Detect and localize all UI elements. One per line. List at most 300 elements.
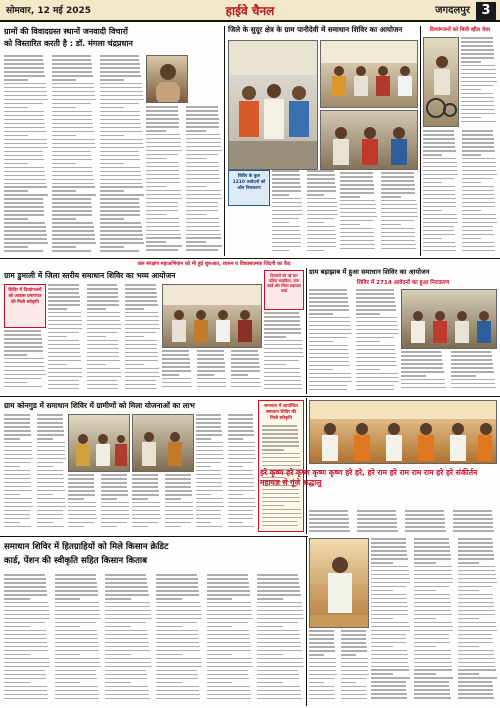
text-line xyxy=(105,686,148,688)
text-line xyxy=(101,526,117,528)
text-line xyxy=(228,506,256,508)
text-line xyxy=(100,115,140,117)
text-line xyxy=(87,356,120,358)
text-line xyxy=(458,566,495,568)
text-line xyxy=(105,618,151,620)
text-line xyxy=(257,614,303,616)
text-line xyxy=(4,135,28,137)
text-line xyxy=(371,626,410,628)
text-line xyxy=(264,376,301,378)
text-line xyxy=(105,582,147,584)
text-line xyxy=(52,71,92,73)
text-line xyxy=(458,602,494,604)
text-line xyxy=(414,538,449,540)
text-line xyxy=(68,502,96,504)
text-line xyxy=(414,689,449,691)
text-line xyxy=(309,309,349,311)
text-line xyxy=(68,526,84,528)
text-line xyxy=(4,510,30,512)
text-line xyxy=(228,438,243,440)
text-line xyxy=(4,194,48,196)
text-line xyxy=(423,226,454,228)
text-line xyxy=(52,175,93,177)
text-line xyxy=(186,126,219,128)
text-line xyxy=(4,458,33,460)
text-line xyxy=(87,340,118,342)
text-line xyxy=(451,355,492,357)
text-line xyxy=(371,669,409,671)
text-line xyxy=(37,414,63,416)
text-line xyxy=(37,490,65,492)
text-line xyxy=(4,179,46,181)
center-photo-1 xyxy=(68,414,130,472)
text-line xyxy=(340,240,374,242)
text-line xyxy=(55,630,97,632)
text-line xyxy=(309,373,351,375)
text-line xyxy=(264,312,299,314)
text-line xyxy=(146,114,178,116)
text-line xyxy=(87,296,119,298)
text-line xyxy=(414,685,449,687)
text-line xyxy=(105,606,150,608)
text-line xyxy=(207,614,253,616)
text-line xyxy=(262,457,300,459)
text-line xyxy=(146,241,166,243)
text-line xyxy=(100,67,140,69)
text-line xyxy=(162,362,190,364)
text-line xyxy=(4,131,46,133)
text-line xyxy=(52,131,94,133)
text-line xyxy=(132,474,158,476)
text-line xyxy=(146,190,181,192)
text-line xyxy=(461,69,496,71)
text-line xyxy=(156,634,198,636)
text-line xyxy=(257,698,301,700)
text-line xyxy=(4,127,45,129)
text-line xyxy=(52,222,93,224)
text-line xyxy=(451,367,493,369)
text-line xyxy=(196,526,222,528)
text-line xyxy=(458,574,496,576)
text-line xyxy=(197,370,226,372)
bottom-left-body xyxy=(4,574,304,704)
text-line xyxy=(401,375,426,377)
column-rule-2 xyxy=(420,26,421,256)
text-line xyxy=(207,670,248,672)
event-photo-3 xyxy=(320,110,418,170)
text-line xyxy=(414,638,449,640)
text-line xyxy=(371,666,409,668)
center-body-3 xyxy=(132,474,194,532)
text-line xyxy=(125,328,159,330)
column-rule-5 xyxy=(306,536,307,706)
text-line xyxy=(228,430,254,432)
text-line xyxy=(371,618,393,620)
text-line xyxy=(414,582,453,584)
text-line xyxy=(105,698,149,700)
text-line xyxy=(423,174,458,176)
text-line xyxy=(307,242,336,244)
text-line xyxy=(105,578,147,580)
text-line xyxy=(309,666,336,668)
text-line xyxy=(197,350,224,352)
text-line xyxy=(125,388,156,390)
text-line xyxy=(414,677,453,679)
text-line xyxy=(105,614,151,616)
text-line xyxy=(461,49,494,51)
text-line xyxy=(37,522,53,524)
text-line xyxy=(37,438,53,440)
text-line xyxy=(462,210,481,212)
text-line xyxy=(423,218,457,220)
text-line xyxy=(207,642,250,644)
text-line xyxy=(257,650,301,652)
text-line xyxy=(132,510,160,512)
text-line xyxy=(272,210,302,212)
text-line xyxy=(228,450,255,452)
text-line xyxy=(341,698,367,700)
text-line xyxy=(37,478,64,480)
text-line xyxy=(414,642,449,644)
text-line xyxy=(197,378,226,380)
text-line xyxy=(196,514,221,516)
text-line xyxy=(340,192,374,194)
text-line xyxy=(371,614,408,616)
text-line xyxy=(37,422,63,424)
text-line xyxy=(307,178,335,180)
text-line xyxy=(462,190,494,192)
text-line xyxy=(461,117,481,119)
text-line xyxy=(401,363,443,365)
text-line xyxy=(146,146,181,148)
text-line xyxy=(146,106,178,108)
text-line xyxy=(264,352,303,354)
text-line xyxy=(4,518,30,520)
text-line xyxy=(125,364,144,366)
text-line xyxy=(262,429,298,431)
text-line xyxy=(100,202,139,204)
text-line xyxy=(4,506,33,508)
text-line xyxy=(257,678,299,680)
text-line xyxy=(125,332,156,334)
text-line xyxy=(55,666,101,668)
text-line xyxy=(48,320,82,322)
quote-box-text: शिविर के कुल 1210 आवेदनों को ऑन निराकरण xyxy=(232,174,266,191)
center-side-box xyxy=(258,400,304,532)
text-line xyxy=(264,388,302,390)
text-line xyxy=(257,602,301,604)
text-line xyxy=(228,418,253,420)
text-line xyxy=(156,594,199,596)
text-line xyxy=(132,494,159,496)
text-line xyxy=(356,349,395,351)
text-line xyxy=(309,361,349,363)
text-line xyxy=(462,206,495,208)
text-line xyxy=(309,638,334,640)
text-line xyxy=(37,466,53,468)
text-line xyxy=(381,204,417,206)
text-line xyxy=(356,389,394,391)
text-line xyxy=(4,658,49,660)
text-line xyxy=(341,646,367,648)
text-line xyxy=(462,250,495,252)
text-line xyxy=(264,344,302,346)
text-line xyxy=(458,578,497,580)
text-line xyxy=(461,61,481,63)
text-line xyxy=(414,606,451,608)
text-line xyxy=(371,650,407,652)
text-line xyxy=(462,158,495,160)
top-left-headline-line2: को विस्तारित करती है : डॉ. मंगला चंद्रप्रधान xyxy=(4,39,133,48)
text-line xyxy=(125,352,157,354)
text-line xyxy=(462,230,493,232)
text-line xyxy=(257,630,299,632)
text-line xyxy=(4,119,44,121)
text-line xyxy=(458,570,496,572)
text-line xyxy=(68,506,96,508)
text-line xyxy=(264,348,303,350)
text-line xyxy=(257,638,300,640)
text-line xyxy=(257,626,283,628)
text-line xyxy=(100,139,143,141)
text-line xyxy=(462,242,494,244)
text-line xyxy=(146,230,180,232)
text-line xyxy=(4,198,43,200)
text-line xyxy=(272,250,289,252)
text-line xyxy=(423,202,456,204)
text-line xyxy=(207,630,249,632)
text-line xyxy=(423,138,455,140)
text-line xyxy=(371,642,406,644)
text-line xyxy=(48,288,79,290)
text-line xyxy=(405,510,444,512)
text-line xyxy=(423,130,454,132)
text-line xyxy=(100,206,140,208)
column-rule-3 xyxy=(306,268,307,394)
text-line xyxy=(307,222,324,224)
text-line xyxy=(356,337,394,339)
text-line xyxy=(55,590,98,592)
text-line xyxy=(132,518,161,520)
text-line xyxy=(196,494,211,496)
text-line xyxy=(101,490,128,492)
text-line xyxy=(37,442,65,444)
text-line xyxy=(4,482,31,484)
text-line xyxy=(146,234,181,236)
text-line xyxy=(309,349,348,351)
text-line xyxy=(4,526,31,528)
text-line xyxy=(462,194,494,196)
text-line xyxy=(52,143,95,145)
text-line xyxy=(4,83,46,85)
text-line xyxy=(55,642,98,644)
column-rule xyxy=(224,26,225,256)
text-line xyxy=(105,694,149,696)
text-line xyxy=(55,606,100,608)
text-line xyxy=(48,360,81,362)
text-line xyxy=(4,382,27,384)
text-line xyxy=(381,212,417,214)
text-line xyxy=(125,308,144,310)
text-line xyxy=(307,202,337,204)
text-line xyxy=(414,622,452,624)
wheelchair-photo xyxy=(423,37,459,127)
text-line xyxy=(4,466,20,468)
text-line xyxy=(87,376,121,378)
text-line xyxy=(414,542,449,544)
text-line xyxy=(37,486,64,488)
text-line xyxy=(381,200,416,202)
middle-left-body-2 xyxy=(48,284,160,392)
text-line xyxy=(309,297,348,299)
text-line xyxy=(87,368,121,370)
text-line xyxy=(257,658,302,660)
text-line xyxy=(87,384,118,386)
text-line xyxy=(371,558,408,560)
text-line xyxy=(401,383,445,385)
text-line xyxy=(52,202,91,204)
text-line xyxy=(207,610,252,612)
text-line xyxy=(341,690,366,692)
text-line xyxy=(341,694,367,696)
text-line xyxy=(414,562,436,564)
text-line xyxy=(309,698,335,700)
text-line xyxy=(100,91,143,93)
text-line xyxy=(462,222,497,224)
text-line xyxy=(307,186,336,188)
text-line xyxy=(414,669,452,671)
text-line xyxy=(231,362,259,364)
text-line xyxy=(414,634,449,636)
text-line xyxy=(462,154,481,156)
text-line xyxy=(165,494,192,496)
text-line xyxy=(371,646,393,648)
text-line xyxy=(162,366,190,368)
text-line xyxy=(156,650,200,652)
text-line xyxy=(156,622,197,624)
text-line xyxy=(461,109,495,111)
text-line xyxy=(414,590,436,592)
text-line xyxy=(156,590,199,592)
text-line xyxy=(196,458,224,460)
text-line xyxy=(4,586,46,588)
text-line xyxy=(146,194,181,196)
text-line xyxy=(55,694,99,696)
text-line xyxy=(207,666,253,668)
text-line xyxy=(272,242,301,244)
text-line xyxy=(52,87,94,89)
text-line xyxy=(207,650,251,652)
text-line xyxy=(458,673,480,675)
text-line xyxy=(264,336,286,338)
text-line xyxy=(257,690,300,692)
text-line xyxy=(52,234,95,236)
text-line xyxy=(196,438,211,440)
text-line xyxy=(4,95,47,97)
text-line xyxy=(307,230,335,232)
text-line xyxy=(423,250,456,252)
text-line xyxy=(307,210,337,212)
text-line xyxy=(414,662,451,664)
text-line xyxy=(4,490,32,492)
text-line xyxy=(162,354,189,356)
text-line xyxy=(4,346,43,348)
text-line xyxy=(461,113,495,115)
text-line xyxy=(186,142,221,144)
text-line xyxy=(55,622,96,624)
text-line xyxy=(207,574,248,576)
text-line xyxy=(458,642,493,644)
text-line xyxy=(125,300,157,302)
text-line xyxy=(4,462,30,464)
text-line xyxy=(165,514,193,516)
text-line xyxy=(257,682,283,684)
text-line xyxy=(52,250,91,252)
text-line xyxy=(52,210,92,212)
text-line xyxy=(186,166,219,168)
text-line xyxy=(68,514,96,516)
text-line xyxy=(186,114,218,116)
text-line xyxy=(371,677,410,679)
text-line xyxy=(371,594,406,596)
text-line xyxy=(162,370,191,372)
text-line xyxy=(401,351,441,353)
text-line xyxy=(4,378,41,380)
text-line xyxy=(381,248,416,250)
text-line xyxy=(462,226,493,228)
text-line xyxy=(4,366,45,368)
text-line xyxy=(162,382,191,384)
text-line xyxy=(55,618,101,620)
text-line xyxy=(196,474,221,476)
text-line xyxy=(4,238,47,240)
bottom-left-headline xyxy=(4,540,304,570)
text-line xyxy=(68,494,95,496)
text-line xyxy=(197,386,227,388)
text-line xyxy=(165,482,191,484)
text-line xyxy=(262,465,301,467)
text-line xyxy=(100,163,124,165)
text-line xyxy=(4,67,44,69)
text-line xyxy=(48,304,80,306)
text-line xyxy=(156,626,182,628)
text-line xyxy=(37,470,63,472)
text-line xyxy=(100,87,142,89)
text-line xyxy=(340,228,373,230)
text-line xyxy=(371,586,406,588)
text-line xyxy=(100,246,124,248)
text-line xyxy=(52,55,91,57)
text-line xyxy=(146,118,179,120)
text-line xyxy=(37,506,66,508)
text-line xyxy=(4,210,44,212)
text-line xyxy=(105,634,147,636)
text-line xyxy=(272,214,303,216)
text-line xyxy=(309,289,347,291)
text-line xyxy=(4,598,30,600)
text-line xyxy=(55,610,100,612)
text-line xyxy=(197,382,226,384)
text-line xyxy=(341,658,368,660)
text-line xyxy=(423,238,442,240)
text-line xyxy=(356,385,394,387)
right-side-headline: दिव्यांगजनों को मिली व्हील चेयर xyxy=(429,27,491,33)
text-line xyxy=(309,670,336,672)
text-line xyxy=(4,522,20,524)
text-line xyxy=(87,388,118,390)
text-line xyxy=(371,638,406,640)
text-line xyxy=(186,241,206,243)
